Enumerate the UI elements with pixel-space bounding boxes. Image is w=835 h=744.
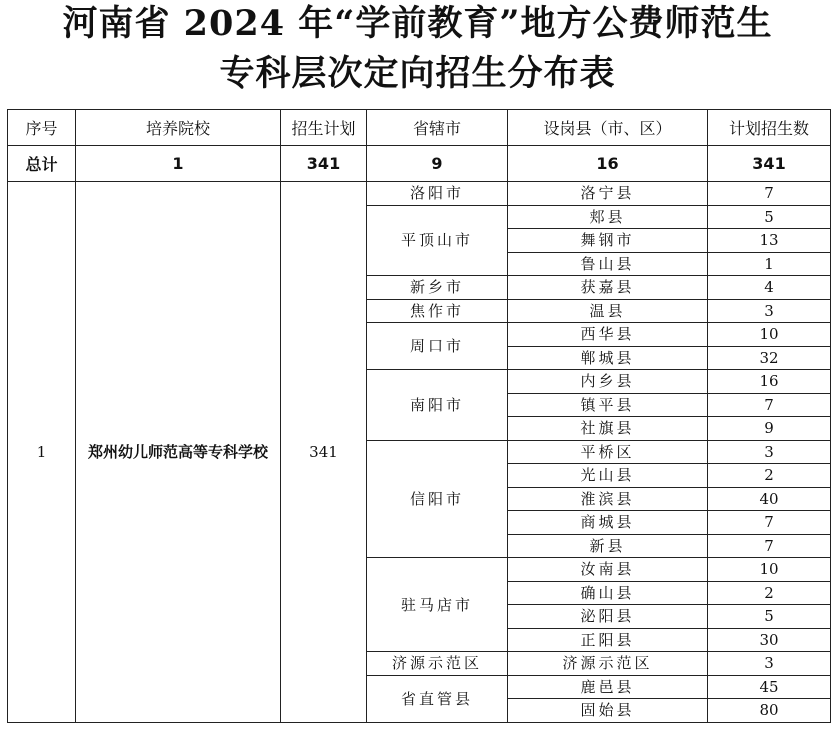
county-name: 获嘉县 [508, 276, 708, 300]
county-name: 商城县 [508, 511, 708, 535]
county-name: 鹿邑县 [508, 675, 708, 699]
city-name: 焦作市 [367, 299, 508, 323]
page-title-line-1: 河南省 2024 年“学前教育”地方公费师范生 [62, 3, 773, 44]
county-count: 45 [708, 675, 831, 699]
county-count: 7 [708, 393, 831, 417]
county-name: 鲁山县 [508, 252, 708, 276]
county-name: 舞钢市 [508, 229, 708, 253]
county-count: 40 [708, 487, 831, 511]
county-count: 7 [708, 182, 831, 206]
total-cities: 9 [367, 146, 508, 182]
county-count: 10 [708, 323, 831, 347]
county-name: 淮滨县 [508, 487, 708, 511]
county-count: 1 [708, 252, 831, 276]
distribution-table [7, 109, 831, 723]
city-name: 周口市 [367, 323, 508, 370]
county-count: 5 [708, 605, 831, 629]
county-count: 3 [708, 440, 831, 464]
city-name: 信阳市 [367, 440, 508, 558]
county-name: 固始县 [508, 699, 708, 723]
city-name: 新乡市 [367, 276, 508, 300]
county-count: 9 [708, 417, 831, 441]
county-name: 确山县 [508, 581, 708, 605]
county-name: 郏县 [508, 205, 708, 229]
county-count: 3 [708, 299, 831, 323]
county-name: 内乡县 [508, 370, 708, 394]
county-count: 80 [708, 699, 831, 723]
county-name: 温县 [508, 299, 708, 323]
city-name: 洛阳市 [367, 182, 508, 206]
header-cell: 省辖市 [367, 110, 508, 146]
total-schools: 1 [76, 146, 281, 182]
county-name: 社旗县 [508, 417, 708, 441]
header-row [8, 110, 831, 146]
county-count: 10 [708, 558, 831, 582]
county-count: 7 [708, 511, 831, 535]
county-name: 泌阳县 [508, 605, 708, 629]
city-name: 省直管县 [367, 675, 508, 722]
county-name: 汝南县 [508, 558, 708, 582]
row-index: 1 [8, 182, 76, 723]
page-title-line-2: 专科层次定向招生分布表 [219, 53, 616, 94]
county-name: 西华县 [508, 323, 708, 347]
county-count: 2 [708, 464, 831, 488]
total-plan: 341 [281, 146, 367, 182]
header-cell: 设岗县（市、区） [508, 110, 708, 146]
school-name: 郑州幼儿师范高等专科学校 [76, 182, 281, 723]
total-row [8, 146, 831, 182]
total-label: 总计 [8, 146, 76, 182]
table-row [8, 182, 831, 206]
county-name: 洛宁县 [508, 182, 708, 206]
header-cell: 招生计划 [281, 110, 367, 146]
county-name: 新县 [508, 534, 708, 558]
county-name: 济源示范区 [508, 652, 708, 676]
county-name: 郸城县 [508, 346, 708, 370]
county-count: 5 [708, 205, 831, 229]
city-name: 南阳市 [367, 370, 508, 441]
county-count: 7 [708, 534, 831, 558]
county-name: 镇平县 [508, 393, 708, 417]
city-name: 济源示范区 [367, 652, 508, 676]
county-count: 3 [708, 652, 831, 676]
county-name: 平桥区 [508, 440, 708, 464]
header-cell: 计划招生数 [708, 110, 831, 146]
school-plan: 341 [281, 182, 367, 723]
total-counties: 16 [508, 146, 708, 182]
county-name: 正阳县 [508, 628, 708, 652]
county-count: 30 [708, 628, 831, 652]
county-name: 光山县 [508, 464, 708, 488]
header-cell: 序号 [8, 110, 76, 146]
county-count: 16 [708, 370, 831, 394]
county-count: 4 [708, 276, 831, 300]
county-count: 13 [708, 229, 831, 253]
city-name: 驻马店市 [367, 558, 508, 652]
city-name: 平顶山市 [367, 205, 508, 276]
county-count: 2 [708, 581, 831, 605]
header-cell: 培养院校 [76, 110, 281, 146]
county-count: 32 [708, 346, 831, 370]
total-count: 341 [708, 146, 831, 182]
